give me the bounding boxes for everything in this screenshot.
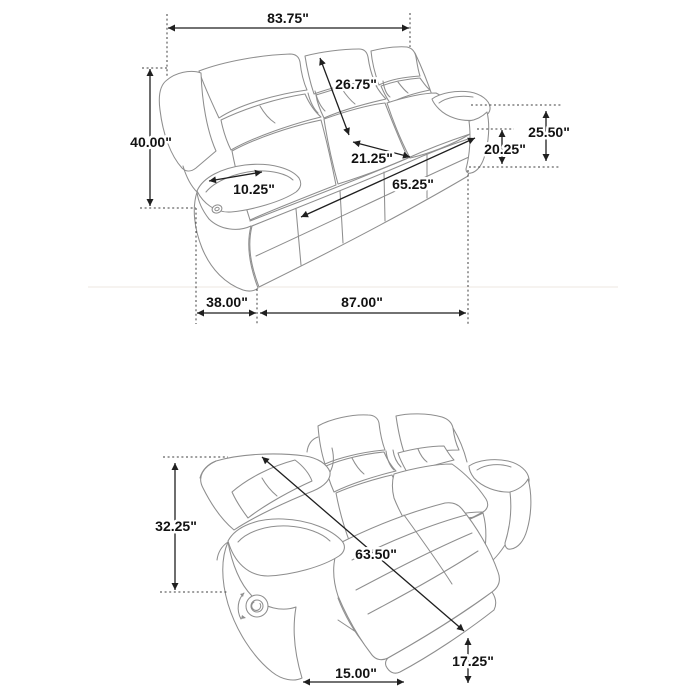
dim-overall-height-label: 40.00" bbox=[130, 134, 172, 150]
dim-reclined-back-height-label: 32.25" bbox=[155, 518, 197, 534]
dim-interior-width-label: 65.25" bbox=[392, 176, 434, 192]
dim-overall-width-label: 83.75" bbox=[267, 10, 309, 26]
dim-seat-depth-label: 21.25" bbox=[351, 150, 393, 166]
dim-back-height-label: 26.75" bbox=[335, 76, 377, 92]
dim-footrest-height bbox=[452, 638, 494, 683]
back-frame-edge bbox=[307, 437, 318, 452]
dim-reclined-length-label: 63.50" bbox=[355, 546, 397, 562]
dim-seat-back-height-label: 20.25" bbox=[484, 141, 526, 157]
dim-overall-depth-label: 38.00" bbox=[206, 294, 248, 310]
dim-footrest-height-label: 17.25" bbox=[452, 653, 494, 669]
dim-footrest-clearance-label: 15.00" bbox=[335, 665, 377, 681]
dim-arm-height-label: 25.50" bbox=[528, 124, 570, 140]
sofa-upright-drawing bbox=[159, 47, 490, 291]
dim-arm-width-label: 10.25" bbox=[233, 181, 275, 197]
dim-body-length-label: 87.00" bbox=[341, 294, 383, 310]
armrest-pad-left bbox=[228, 519, 344, 576]
recline-handle bbox=[246, 595, 268, 617]
